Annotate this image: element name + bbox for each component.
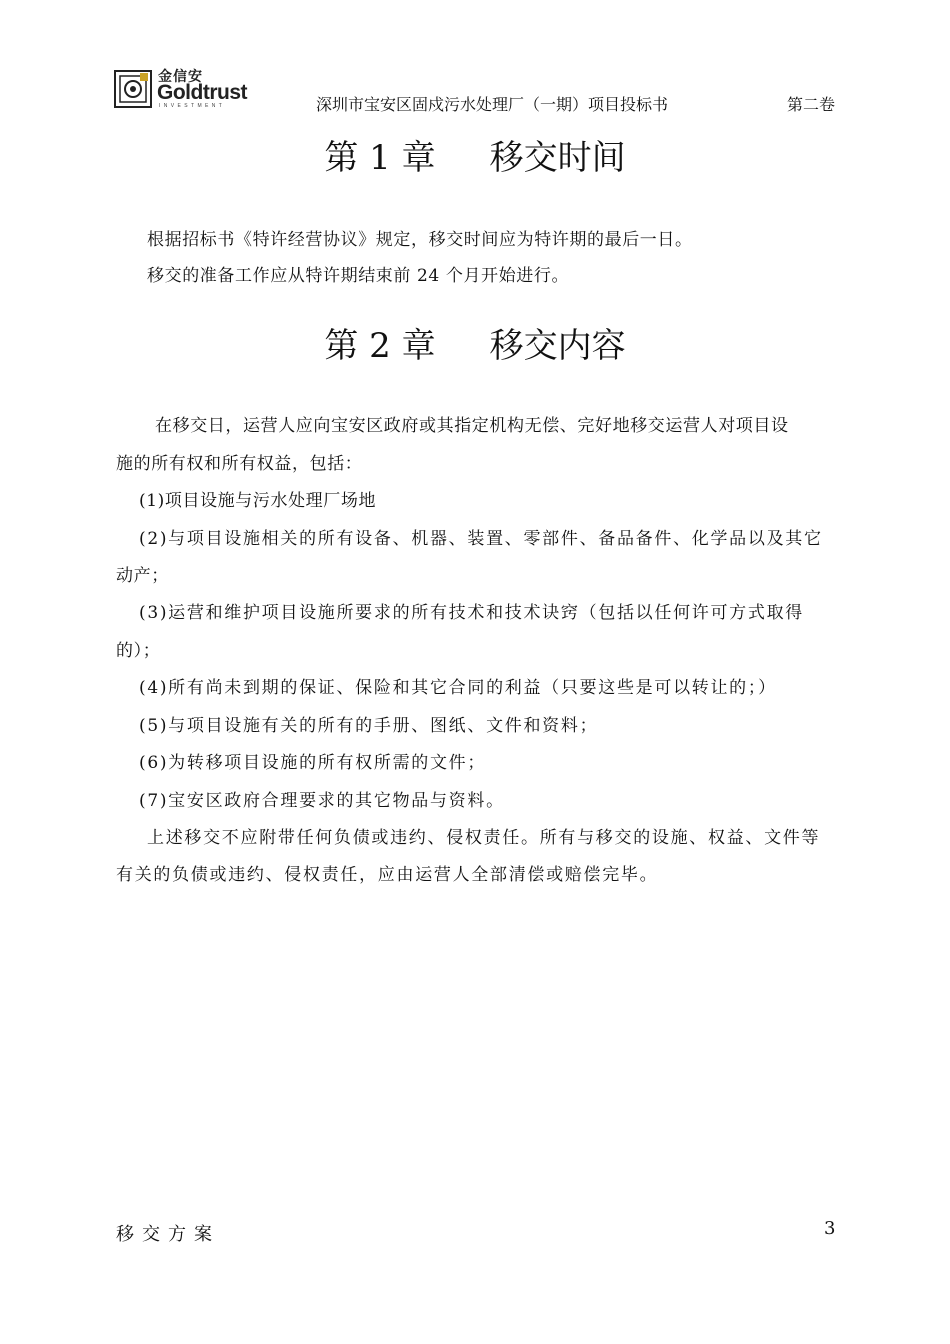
chapter-1-paragraph: 移交的准备工作应从特许期结束前 24 个月开始进行。 xyxy=(147,266,570,286)
closing-paragraph-line: 有关的负债或违约、侵权责任，应由运营人全部清偿或赔偿完毕。 xyxy=(116,865,659,885)
chapter-2-number: 第 2 章 xyxy=(324,326,436,366)
chapter-2-intro-line: 施的所有权和所有权益，包括： xyxy=(116,454,363,474)
chapter-1-heading xyxy=(0,130,950,179)
list-item: (4)所有尚未到期的保证、保险和其它合同的利益（只要这些是可以转让的；） xyxy=(139,678,777,698)
chapter-1-paragraph: 根据招标书《特许经营协议》规定，移交时间应为特许期的最后一日。 xyxy=(147,230,693,250)
company-logo xyxy=(114,66,248,110)
document-volume: 第二卷 xyxy=(787,95,836,114)
document-header-title: 深圳市宝安区固戍污水处理厂（一期）项目投标书 xyxy=(316,95,669,114)
list-item: (2)与项目设施相关的所有设备、机器、装置、零部件、备品备件、化学品以及其它 xyxy=(139,529,823,549)
list-item: (7)宝安区政府合理要求的其它物品与资料。 xyxy=(139,791,505,811)
list-item: (3)运营和维护项目设施所要求的所有技术和技术诀窍（包括以任何许可方式取得 xyxy=(139,603,804,623)
logo-english-name: Goldtrust xyxy=(157,81,247,104)
list-item-continuation: 的）； xyxy=(116,641,161,661)
logo-chinese-name: 金信安 xyxy=(158,69,203,85)
chapter-2-title: 移交内容 xyxy=(489,326,626,366)
chapter-1-number: 第 1 章 xyxy=(324,138,436,178)
footer-section-label: 移交方案 xyxy=(116,1224,220,1245)
chapter-2-heading xyxy=(0,318,950,367)
page-number: 3 xyxy=(824,1218,836,1239)
list-item: (1)项目设施与污水处理厂场地 xyxy=(139,491,377,511)
chapter-2-intro-line: 在移交日，运营人应向宝安区政府或其指定机构无偿、完好地移交运营人对项目设 xyxy=(155,416,789,436)
goldtrust-logo-icon xyxy=(114,70,152,108)
chapter-1-title: 移交时间 xyxy=(489,138,626,178)
list-item: (6)为转移项目设施的所有权所需的文件； xyxy=(139,753,487,773)
closing-paragraph-line: 上述移交不应附带任何负债或违约、侵权责任。所有与移交的设施、权益、文件等 xyxy=(147,828,821,848)
list-item: (5)与项目设施有关的所有的手册、图纸、文件和资料； xyxy=(139,716,599,736)
logo-subtitle: INVESTMENT xyxy=(159,103,226,109)
list-item-continuation: 动产； xyxy=(116,566,169,586)
